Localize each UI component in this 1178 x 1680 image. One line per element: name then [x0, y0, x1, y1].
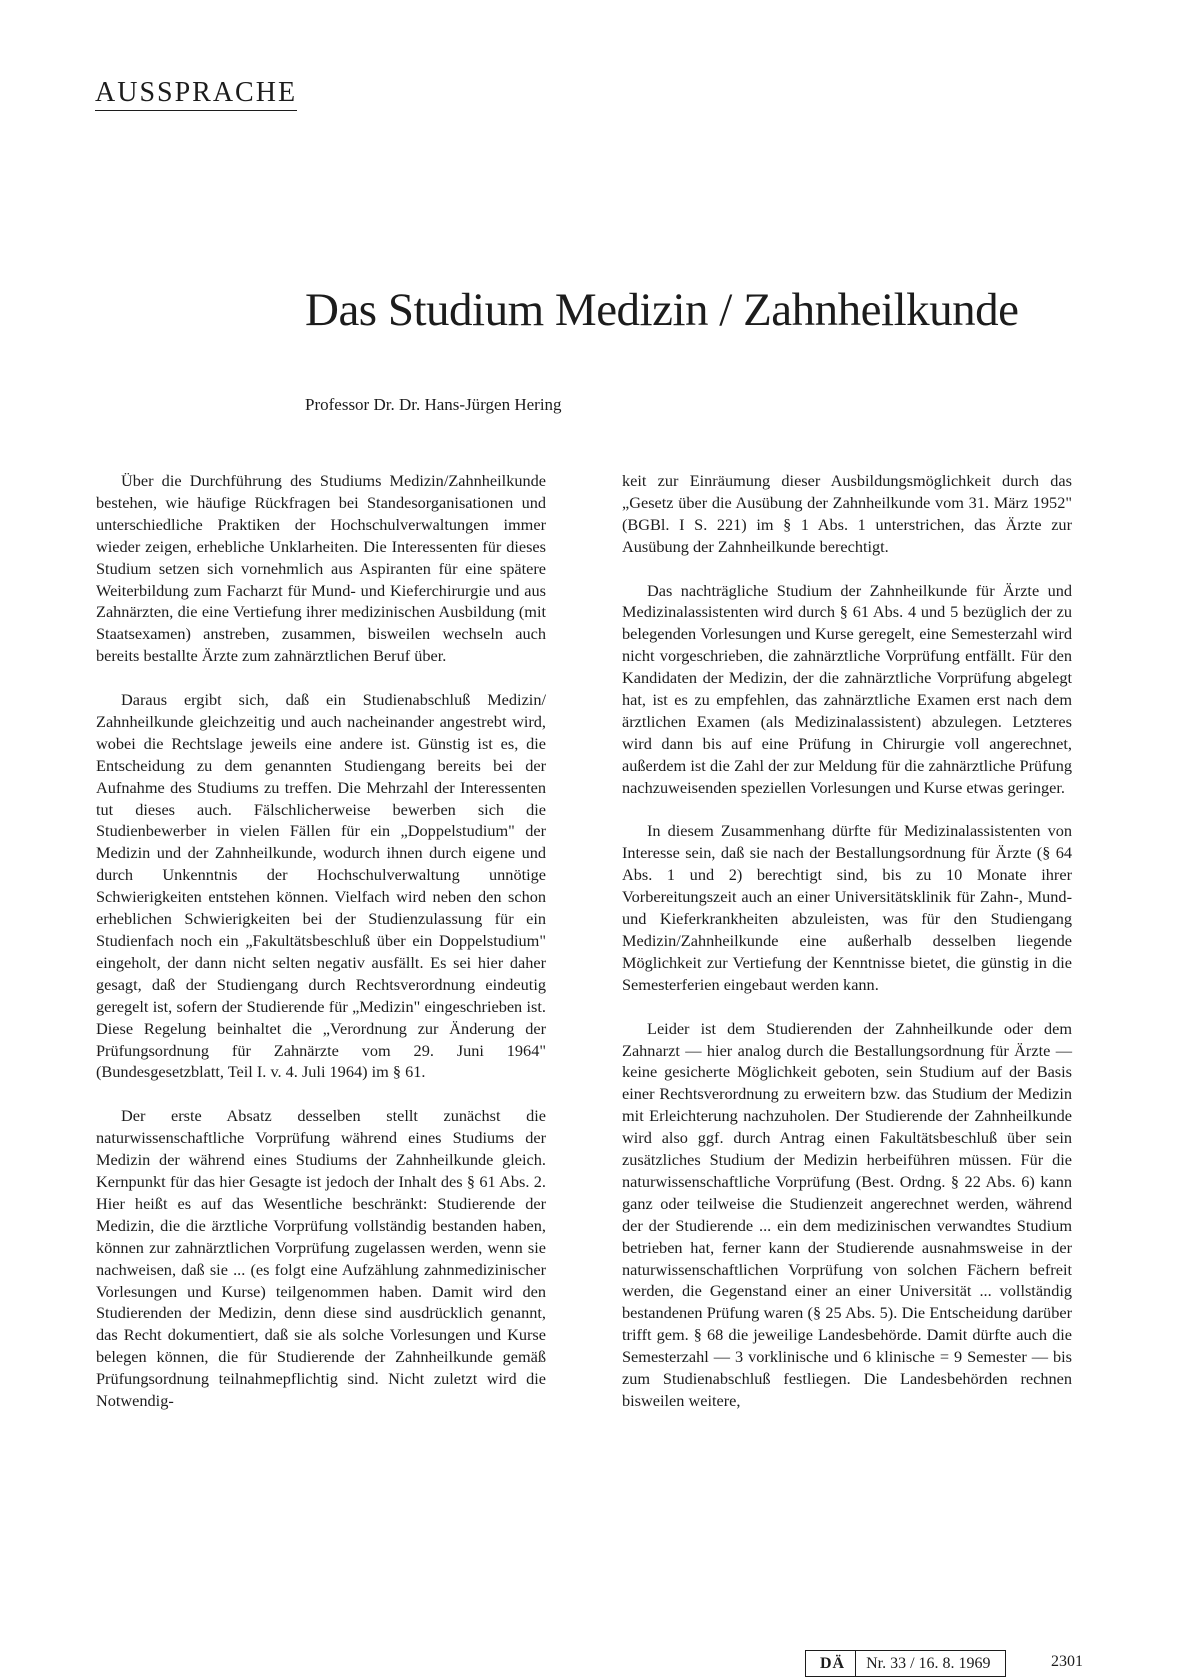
- left-text-column: [96, 470, 546, 1434]
- journal-abbreviation: DÄ: [806, 1651, 856, 1676]
- article-title: Das Studium Medizin / Zahnheilkunde: [305, 284, 1019, 336]
- paragraph: In diesem Zusammenhang dürfte für Medizinalassistenten von Interesse sein, daß sie nach der Bestallungsordnung für Ärzte (§ 64 Abs. 1 und 2) berechtigt sind, bis zu 10 Monate ihrer Vorbereitungszeit auch an einer Universitätsklinik für Zahn-, Mund- und Kieferkrankheiten abzuleisten, was für den Studiengang Medizin/Zahnheilkunde eine außerhalb desselben liegende Möglichkeit zur Vertiefung der Kenntnisse bietet, die günstig in die Semesterferien eingebaut werden kann.: [622, 821, 1072, 994]
- section-label: AUSSPRACHE: [95, 78, 297, 111]
- paragraph: Der erste Absatz desselben stellt zunächst die naturwissenschaftliche Vorprüfung während eines Studiums der Medizin der während eines Studiums der Zahnheilkunde gleich. Kernpunkt für das hier Gesagte ist jedoch der Inhalt des § 61 Abs. 2. Hier heißt es auf das Wesentliche beschränkt: Studierende der Medizin, die die ärztliche Vorprüfung vollständig bestanden haben, können zur zahnärztlichen Vorprüfung zugelassen werden, wenn sie nachweisen, daß sie ... (es folgt eine Aufzählung zahnmedizinischer Vorlesungen und Kurse) teilgenommen haben. Damit wird den Studierenden der Medizin, denn diese sind ausdrücklich genannt, das Recht dokumentiert, daß sie als solche Vorlesungen und Kurse belegen können, die für Studierende der Zahnheilkunde gemäß Prüfungsordnung teilnahmepflichtig sind. Nicht zuletzt wird die Notwendig-: [96, 1106, 546, 1411]
- issue-info: Nr. 33 / 16. 8. 1969: [866, 1654, 991, 1672]
- article-author: Professor Dr. Dr. Hans-Jürgen Hering: [305, 395, 562, 414]
- paragraph: Über die Durchführung des Studiums Medizin/Zahnheilkunde bestehen, wie häufige Rückfragen bei Standesorganisationen und unterschiedliche Praktiken der Hochschulverwaltungen immer wieder zeigen, erhebliche Unklarheiten. Die Interessenten für dieses Studium setzen sich vornehmlich aus Aspiranten für eine spätere Weiterbildung zum Facharzt für Mund- und Kieferchirurgie und aus Zahnärzten, die eine Vertiefung ihrer medizinischen Ausbildung (mit Staatsexamen) anstreben, zusammen, bisweilen wechseln auch bereits bestallte Ärzte zum zahnärztlichen Beruf über.: [96, 471, 546, 666]
- page-number: 2301: [1051, 1653, 1083, 1670]
- journal-footer-box: [805, 1650, 1006, 1677]
- right-text-column: [622, 470, 1072, 1434]
- paragraph-continuation: keit zur Einräumung dieser Ausbildungsmöglichkeit durch das „Gesetz über die Ausübung der Zahnheilkunde vom 31. März 1952" (BGBl. I S. 221) im § 1 Abs. 1 unterstrichen, das Ärzte zur Ausübung der Zahnheilkunde berechtigt.: [622, 471, 1072, 556]
- paragraph: Daraus ergibt sich, daß ein Studienabschluß Medizin/ Zahnheilkunde gleichzeitig und auch nacheinander angestrebt wird, wobei die Rechtslage jeweils eine andere ist. Günstig ist es, die Entscheidung zu dem genannten Studiengang bereits bei der Aufnahme des Studiums zu treffen. Die Mehrzahl der Interessenten tut dieses auch. Fälschlicherweise bewerben sich die Studienbewerber in vielen Fällen für ein „Doppelstudium" der Medizin und der Zahnheilkunde, wodurch ihnen durch eigene und durch Unkenntnis der Hochschulverwaltung unnötige Schwierigkeiten entstehen können. Vielfach wird neben den schon erheblichen Schwierigkeiten bei der Studienzulassung für ein Studienfach noch ein „Fakultätsbeschluß über ein Doppelstudium" eingeholt, der dann nicht selten negativ ausfällt. Es sei hier daher gesagt, daß der Studiengang durch Rechtsverordnung eindeutig geregelt ist, sofern der Studierende für „Medizin" eingeschrieben ist. Diese Regelung beinhaltet die „Verordnung zur Änderung der Prüfungsordnung für Zahnärzte vom 29. Juni 1964" (Bundesgesetzblatt, Teil I. v. 4. Juli 1964) im § 61.: [96, 690, 546, 1082]
- paragraph: Das nachträgliche Studium der Zahnheilkunde für Ärzte und Medizinalassistenten wird durch § 61 Abs. 4 und 5 bezüglich der zu belegenden Vorlesungen und Kurse geregelt, eine Semesterzahl wird nicht vorgeschrieben, die zahnärztliche Vorprüfung entfällt. Für den Kandidaten der Medizin, der die zahnärztliche Vorprüfung abgelegt hat, ist es zu empfehlen, das zahnärztliche Examen erst nach dem ärztlichen Examen (als Medizinalassistent) abzulegen. Letzteres wird dann bis auf eine Prüfung in Chirurgie voll angerechnet, außerdem ist die Zahl der zur Meldung für die zahnärztliche Prüfung nachzuweisenden speziellen Vorlesungen und Kurse etwas geringer.: [622, 580, 1072, 797]
- paragraph: Leider ist dem Studierenden der Zahnheilkunde oder dem Zahnarzt — hier analog durch die Bestallungsordnung für Ärzte — keine gesicherte Möglichkeit geboten, sein Studium auf der Basis einer Rechtsverordnung zu erweitern bzw. das Studium der Medizin mit Erleichterung nachzuholen. Der Studierende der Zahnheilkunde wird also ggf. durch Antrag einen Fakultätsbeschluß über sein zusätzliches Studium der Medizin herbeiführen müssen. Für die naturwissenschaftliche Vorprüfung (Best. Ordng. § 22 Abs. 6) kann ganz oder teilweise die Studienzeit angerechnet werden, während der der Studierende ... ein dem medizinischen verwandtes Studium betrieben hat, ferner kann der Studierende ausnahmsweise in der naturwissenschaftlichen Vorprüfung von solchen Fächern befreit werden, die Gegenstand einer an einer Universität ... vollständig bestandenen Prüfung waren (§ 25 Abs. 5). Die Entscheidung darüber trifft gem. § 68 die jeweilige Landesbehörde. Damit dürfte auch die Semesterzahl — 3 vorklinische und 6 klinische = 9 Semester — bis zum Studienabschluß festliegen. Die Landesbehörden rechnen bisweilen weitere,: [622, 1018, 1072, 1411]
